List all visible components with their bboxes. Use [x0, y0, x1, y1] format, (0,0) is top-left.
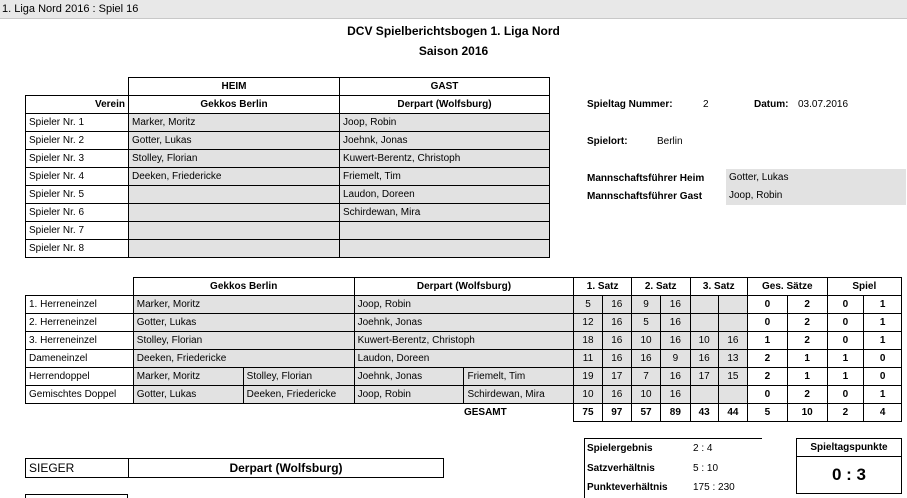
gast-player: Schirdewan, Mira — [340, 204, 550, 222]
satz-score: 7 — [631, 368, 660, 386]
ges-saetze-score: 2 — [748, 350, 788, 368]
satz-score: 15 — [718, 368, 747, 386]
spieltag-value: 2 — [703, 99, 709, 110]
match-row — [26, 332, 902, 350]
heim-player — [129, 222, 340, 240]
satz-score: 11 — [574, 350, 602, 368]
gesamt-total: 44 — [718, 404, 747, 422]
satz-value: 5 : 10 — [693, 463, 719, 474]
satz-score: 19 — [574, 368, 602, 386]
match-label: 1. Herreneinzel — [26, 296, 134, 314]
gast-player: Kuwert-Berentz, Christoph — [340, 150, 550, 168]
heim-player-2: Stolley, Florian — [243, 368, 354, 386]
satz-score: 16 — [661, 386, 690, 404]
gesamt-row — [26, 404, 902, 422]
empty-cell — [26, 278, 134, 296]
empty-cell — [133, 404, 243, 422]
spiel-score: 1 — [827, 350, 864, 368]
player-row — [26, 150, 550, 168]
match-row — [26, 296, 902, 314]
player-label: Spieler Nr. 7 — [26, 222, 129, 240]
gast-player — [340, 222, 550, 240]
spiel-score: 0 — [827, 296, 864, 314]
matches-table — [25, 277, 902, 422]
ges-saetze-score: 2 — [787, 386, 827, 404]
satz-label: Satzverhältnis — [587, 463, 655, 474]
gesamt-total: 75 — [574, 404, 602, 422]
heim-player — [129, 204, 340, 222]
satz-score: 16 — [602, 386, 631, 404]
player-row — [26, 114, 550, 132]
satz-score: 12 — [574, 314, 602, 332]
ges-saetze-score: 1 — [787, 350, 827, 368]
satz-score — [690, 296, 718, 314]
player-row — [26, 168, 550, 186]
gast-player-1: Kuwert-Berentz, Christoph — [354, 332, 574, 350]
spiel-score: 1 — [827, 368, 864, 386]
gast-player-1: Laudon, Doreen — [354, 350, 574, 368]
gesamt-total: 5 — [748, 404, 788, 422]
ges-saetze-score: 2 — [787, 296, 827, 314]
gesamt-total: 2 — [827, 404, 864, 422]
page-title: DCV Spielberichtsbogen 1. Liga Nord — [347, 24, 560, 38]
gesamt-total: 43 — [690, 404, 718, 422]
heim-player — [129, 240, 340, 258]
player-row — [26, 132, 550, 150]
ges-saetze-score: 1 — [787, 368, 827, 386]
satz-score: 16 — [602, 332, 631, 350]
ges-saetze-score: 0 — [748, 296, 788, 314]
satz-score: 16 — [690, 350, 718, 368]
heim-player: Stolley, Florian — [129, 150, 340, 168]
sieger-label: SIEGER — [26, 459, 129, 477]
spiel-score: 1 — [864, 296, 902, 314]
player-label: Spieler Nr. 4 — [26, 168, 129, 186]
spieltagspunkte-label: Spieltagspunkte — [797, 439, 901, 457]
satz-score: 5 — [574, 296, 602, 314]
match-label: 3. Herreneinzel — [26, 332, 134, 350]
spielort-value: Berlin — [657, 136, 683, 147]
player-label: Spieler Nr. 1 — [26, 114, 129, 132]
teams-table — [25, 77, 550, 258]
match-label: Herrendoppel — [26, 368, 134, 386]
next-box-edge — [25, 494, 128, 498]
gesamt-total: 4 — [864, 404, 902, 422]
gast-player-1: Joop, Robin — [354, 386, 464, 404]
datum-label: Datum: — [754, 99, 789, 110]
matches-heim-team: Gekkos Berlin — [133, 278, 354, 296]
empty-cell — [243, 404, 354, 422]
punkte-value: 175 : 230 — [693, 482, 735, 493]
player-label: Spieler Nr. 8 — [26, 240, 129, 258]
gast-player-2: Friemelt, Tim — [464, 368, 574, 386]
match-row — [26, 386, 902, 404]
gast-player: Friemelt, Tim — [340, 168, 550, 186]
satz-score: 16 — [661, 296, 690, 314]
spieltagspunkte-box — [796, 438, 902, 494]
datum-value: 03.07.2016 — [798, 99, 849, 110]
heim-player-1: Marker, Moritz — [133, 296, 354, 314]
satz-score: 16 — [631, 350, 660, 368]
spiel-score: 1 — [864, 386, 902, 404]
spiel-score: 0 — [827, 386, 864, 404]
gast-player-2: Schirdewan, Mira — [464, 386, 574, 404]
spiel-score: 0 — [827, 314, 864, 332]
satz-score: 17 — [602, 368, 631, 386]
match-label: Dameneinzel — [26, 350, 134, 368]
satz-score: 16 — [661, 332, 690, 350]
ges-saetze-score: 0 — [748, 386, 788, 404]
window-title: 1. Liga Nord 2016 : Spiel 16 — [0, 0, 907, 19]
spiel-score: 0 — [827, 332, 864, 350]
spielergebnis-value: 2 : 4 — [693, 443, 713, 454]
ges-saetze-score: 2 — [787, 332, 827, 350]
spiel-score: 1 — [864, 332, 902, 350]
gast-header: GAST — [340, 78, 550, 96]
player-label: Spieler Nr. 3 — [26, 150, 129, 168]
sieger-box — [25, 458, 444, 478]
heim-team: Gekkos Berlin — [129, 96, 340, 114]
spielergebnis-label: Spielergebnis — [587, 443, 653, 454]
gesamt-total: 10 — [787, 404, 827, 422]
satz-score: 16 — [602, 350, 631, 368]
gesamt-label: GESAMT — [463, 407, 507, 419]
match-row — [26, 314, 902, 332]
mf-gast-value: Joop, Robin — [726, 187, 906, 205]
satz-score — [690, 386, 718, 404]
gast-player-1: Joehnk, Jonas — [354, 368, 464, 386]
heim-player-1: Deeken, Friedericke — [133, 350, 354, 368]
satz-score — [718, 386, 747, 404]
spiel-score: 0 — [864, 368, 902, 386]
season-title: Saison 2016 — [418, 44, 489, 58]
gast-player-1: Joop, Robin — [354, 296, 574, 314]
teams-header-row — [26, 78, 550, 96]
satz3-header: 3. Satz — [690, 278, 748, 296]
heim-player: Marker, Moritz — [129, 114, 340, 132]
ges-saetze-score: 1 — [748, 332, 788, 350]
heim-player: Deeken, Friedericke — [129, 168, 340, 186]
satz-score: 16 — [718, 332, 747, 350]
heim-player-1: Gotter, Lukas — [133, 386, 243, 404]
heim-header: HEIM — [129, 78, 340, 96]
match-row — [26, 350, 902, 368]
satz-score: 13 — [718, 350, 747, 368]
player-label: Spieler Nr. 6 — [26, 204, 129, 222]
heim-player-2: Deeken, Friedericke — [243, 386, 354, 404]
verein-label: Verein — [26, 96, 129, 114]
satz1-header: 1. Satz — [574, 278, 632, 296]
heim-player-1: Stolley, Florian — [133, 332, 354, 350]
satz-score — [690, 314, 718, 332]
satz-score — [718, 314, 747, 332]
satz-score: 9 — [661, 350, 690, 368]
satz-score: 10 — [690, 332, 718, 350]
mf-heim-label: Mannschaftsführer Heim — [587, 173, 705, 184]
ges-saetze-score: 2 — [748, 368, 788, 386]
heim-player-1: Marker, Moritz — [133, 368, 243, 386]
gast-player — [340, 240, 550, 258]
satz-score: 16 — [602, 314, 631, 332]
matches-header-row — [26, 278, 902, 296]
gast-player: Joop, Robin — [340, 114, 550, 132]
matches-gast-team: Derpart (Wolfsburg) — [354, 278, 574, 296]
player-label: Spieler Nr. 2 — [26, 132, 129, 150]
match-row — [26, 368, 902, 386]
satz-score: 16 — [661, 314, 690, 332]
player-row — [26, 186, 550, 204]
spiel-score: 1 — [864, 314, 902, 332]
match-label: Gemischtes Doppel — [26, 386, 134, 404]
ges-saetze-score: 0 — [748, 314, 788, 332]
gast-team: Derpart (Wolfsburg) — [340, 96, 550, 114]
mf-heim-value: Gotter, Lukas — [726, 169, 906, 187]
gast-player: Joehnk, Jonas — [340, 132, 550, 150]
satz-score: 17 — [690, 368, 718, 386]
satz-score: 18 — [574, 332, 602, 350]
satz-score: 10 — [631, 332, 660, 350]
spieltagspunkte-value: 0 : 3 — [831, 465, 867, 484]
empty-cell — [26, 404, 134, 422]
satz-score: 5 — [631, 314, 660, 332]
player-row — [26, 240, 550, 258]
empty-cell — [354, 404, 464, 422]
gesamt-total: 89 — [661, 404, 690, 422]
satz-score: 10 — [631, 386, 660, 404]
spiel-score: 0 — [864, 350, 902, 368]
satz-score: 10 — [574, 386, 602, 404]
heim-player: Gotter, Lukas — [129, 132, 340, 150]
satz-score — [718, 296, 747, 314]
player-label: Spieler Nr. 5 — [26, 186, 129, 204]
player-row — [26, 222, 550, 240]
satz-score: 16 — [602, 296, 631, 314]
spieltag-label: Spieltag Nummer: — [587, 99, 673, 110]
ges-saetze-header: Ges. Sätze — [748, 278, 828, 296]
gast-player-1: Joehnk, Jonas — [354, 314, 574, 332]
sieger-value: Derpart (Wolfsburg) — [229, 461, 343, 475]
gesamt-total: 57 — [631, 404, 660, 422]
ges-saetze-score: 2 — [787, 314, 827, 332]
spiel-header: Spiel — [827, 278, 901, 296]
heim-player — [129, 186, 340, 204]
player-row — [26, 204, 550, 222]
punkte-label: Punkteverhältnis — [587, 482, 668, 493]
spielort-label: Spielort: — [587, 136, 628, 147]
satz2-header: 2. Satz — [631, 278, 690, 296]
gast-player: Laudon, Doreen — [340, 186, 550, 204]
mf-gast-label: Mannschaftsführer Gast — [587, 191, 703, 202]
heim-player-1: Gotter, Lukas — [133, 314, 354, 332]
verein-row — [26, 96, 550, 114]
empty-cell — [26, 78, 129, 96]
match-label: 2. Herreneinzel — [26, 314, 134, 332]
satz-score: 16 — [661, 368, 690, 386]
satz-score: 9 — [631, 296, 660, 314]
gesamt-total: 97 — [602, 404, 631, 422]
